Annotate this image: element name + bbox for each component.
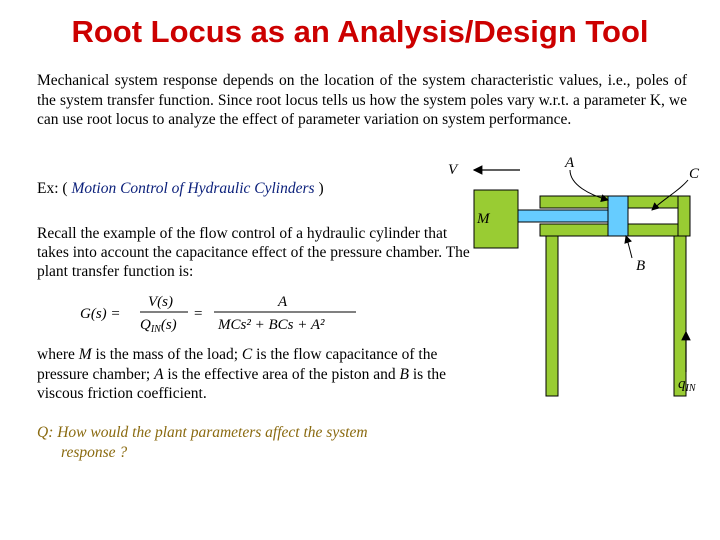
where-var-m: M bbox=[78, 346, 92, 363]
where-text-1: where bbox=[37, 346, 79, 363]
label-v: V bbox=[448, 162, 458, 178]
intro-paragraph: Mechanical system response depends on the location of the system characteristic values, i.e., poles of the system transfer function. Since root locus tells us how the system poles vary w.r.t. a parameter K, we can use root locus to analyze the effect of parameter variation on system performance. bbox=[37, 72, 687, 128]
recall-paragraph: Recall the example of the flow control of a hydraulic cylinder that takes into account the capacitance effect of the pressure chamber. The plant transfer function is: bbox=[37, 225, 470, 280]
label-c: C bbox=[689, 166, 700, 182]
formula-den1 bbox=[140, 317, 177, 335]
label-q-main: q bbox=[678, 376, 686, 392]
formula-den2: MCs² + BCs + A² bbox=[218, 317, 325, 333]
example-prefix: Ex: ( bbox=[37, 180, 68, 197]
left-support bbox=[546, 236, 558, 396]
label-m: M bbox=[477, 211, 490, 227]
where-text-4: is the effective area of the piston and bbox=[163, 365, 400, 383]
example-heading bbox=[37, 180, 324, 198]
formula-eq: = bbox=[194, 306, 203, 322]
where-paragraph bbox=[37, 345, 467, 404]
formula-num1: V(s) bbox=[148, 294, 173, 310]
label-q bbox=[678, 376, 697, 394]
formula-den1-q: Q bbox=[140, 317, 151, 333]
where-var-a: A bbox=[154, 365, 164, 383]
formula-num2: A bbox=[278, 294, 288, 310]
label-a: A bbox=[565, 155, 575, 171]
example-name: Motion Control of Hydraulic Cylinders bbox=[71, 180, 315, 197]
page-title: Root Locus as an Analysis/Design Tool bbox=[71, 14, 649, 49]
piston-rod bbox=[518, 210, 608, 222]
question-line-2: response ? bbox=[61, 443, 128, 461]
where-text-2: is the mass of the load; bbox=[91, 346, 242, 363]
formula-den1-tail: (s) bbox=[160, 317, 177, 333]
where-text-3: is the flow capacitance of the pressure chamber; bbox=[37, 346, 438, 383]
formula-den1-sub: IN bbox=[150, 324, 161, 335]
label-b: B bbox=[636, 258, 646, 274]
question-text bbox=[37, 423, 457, 462]
where-text-5: is the viscous friction coefficient. bbox=[37, 365, 447, 402]
example-suffix: ) bbox=[318, 180, 324, 197]
right-support bbox=[674, 236, 686, 396]
piston-head bbox=[608, 196, 628, 236]
label-q-sub: IN bbox=[685, 383, 696, 394]
transfer-function-formula bbox=[80, 288, 380, 338]
question-line-1: Q: How would the plant parameters affect the system bbox=[37, 424, 368, 441]
hydraulic-cylinder-diagram bbox=[440, 150, 710, 400]
cylinder-right-wall bbox=[678, 196, 690, 236]
pointer-b bbox=[626, 236, 632, 258]
where-var-b: B bbox=[399, 365, 409, 383]
formula-lhs: G(s) = bbox=[80, 306, 121, 322]
where-var-c: C bbox=[241, 346, 253, 363]
